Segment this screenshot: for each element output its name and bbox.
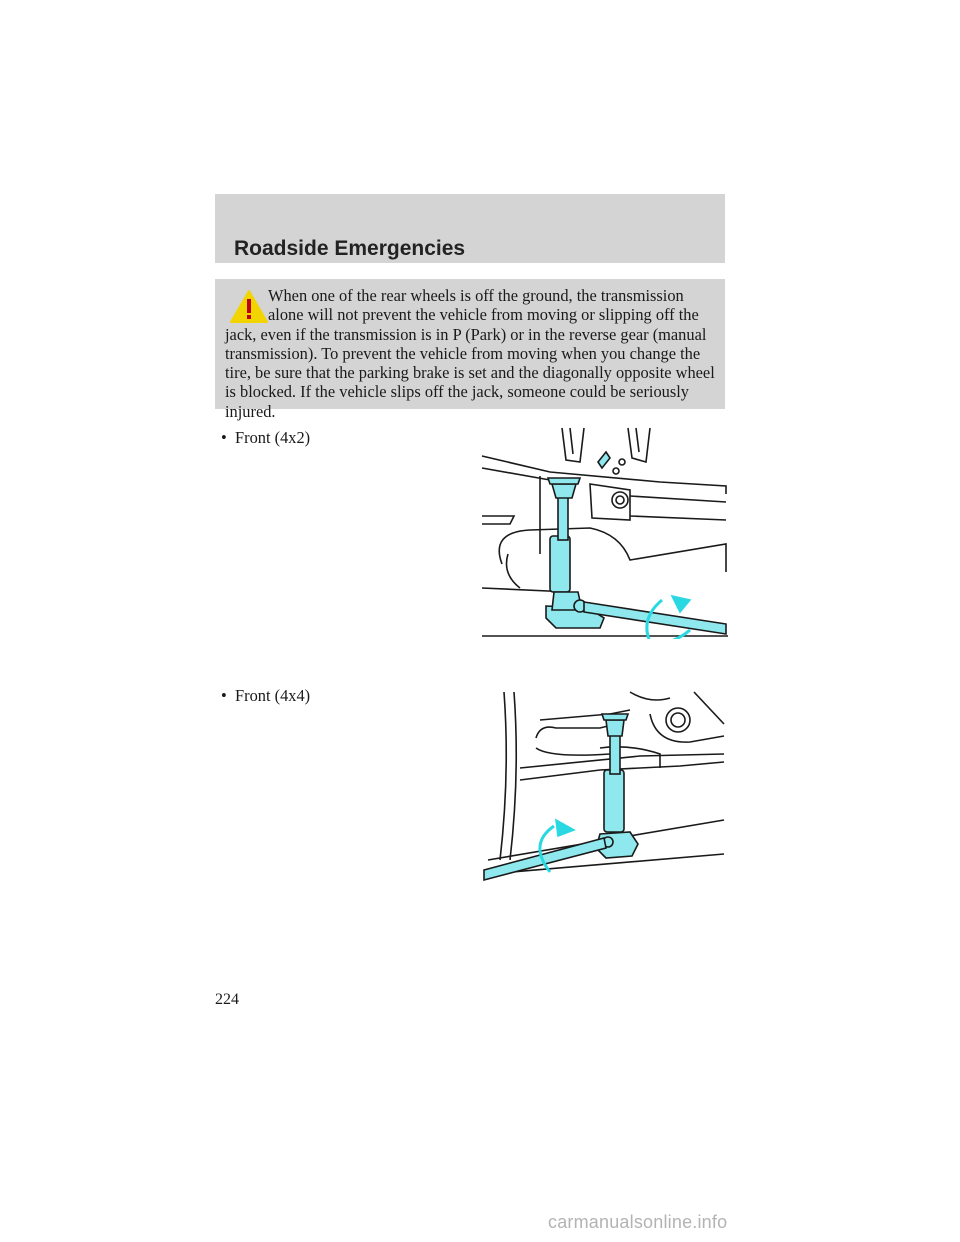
jack-illustration-4x4 [480,684,730,884]
item-label: Front (4x2) [235,428,311,447]
bullet: • [221,428,227,447]
page-number: 224 [215,991,239,1008]
item-label: Front (4x4) [235,686,311,705]
bullet: • [221,686,227,705]
section-title: Roadside Emergencies [234,237,466,260]
list-item-front-4x2 [221,428,310,448]
section-header [215,194,725,263]
warning-text: When one of the rear wheels is off the ground, the transmission alone will not prevent the vehicle from moving or slipping off the jack, even if the transmission is in P (Park) or in the reverse gear (manual transmission). To prevent the vehicle from moving when you change the tire, be sure that the parking brake is set and the diagonally opposite wheel is blocked. If the vehicle slips off the jack, someone could be seriously injured. [225,286,715,421]
list-item-front-4x4 [221,686,310,706]
jack-illustration-4x2 [480,424,730,639]
watermark: carmanualsonline.info [548,1212,728,1232]
warning-box [215,279,725,421]
